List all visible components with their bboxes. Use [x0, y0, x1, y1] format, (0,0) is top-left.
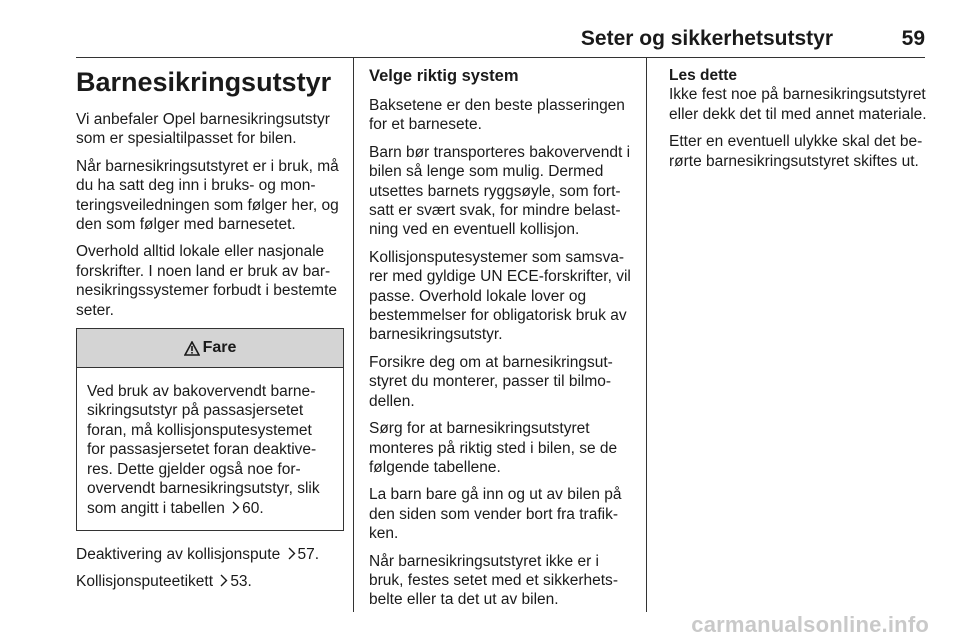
paragraph: Når barnesikringsutstyret ikke er i bruk, festes setet med et sikkerhetsbelte eller ta det ut av bilen. [369, 552, 618, 609]
paragraph: La barn bare gå inn og ut av bilen på den siden som vender bort fra trafikken. [369, 486, 622, 543]
danger-box [76, 328, 344, 531]
column-divider-1 [353, 58, 354, 612]
section-heading: Velge riktig system [369, 67, 519, 85]
paragraph: Når barnesikringsutstyret er i bruk, må du ha satt deg inn i bruks- og monteringsveiledningen som følger her, og den som følger med barnesetet. [76, 157, 339, 234]
section-title: Seter og sikkerhetsutstyr [580, 27, 833, 50]
danger-box-header [77, 329, 343, 368]
paragraph: Baksetene er den beste plasseringen for et barnesete. [369, 97, 625, 134]
paragraph: Overhold alltid lokale eller nasjonale forskrifter. I noen land er bruk av barnesikringssystemer forbudt i bestemte seter. [76, 243, 338, 319]
column-right [669, 66, 931, 179]
watermark: carmanualsonline.info [691, 612, 929, 637]
note-heading: Les dette [669, 67, 738, 84]
danger-text: Ved bruk av bakovervendt barnesikringsutstyr på passasjersetet foran, må kollisjonsputesystemet for passasjersetet foran deaktiveres. Dette gjelder også noe forovervendt barnesikringsutstyr, slik som angitt i tabellen [87, 383, 320, 517]
cross-reference[interactable] [76, 572, 344, 591]
page-header [76, 26, 925, 58]
paragraph: Kollisjonsputesystemer som samsvarer med gyldige UN ECE-forskrifter, vil passe. Overhold lokale lover og bestemmelser for obligatorisk bruk av barnesikringsutstyr. [369, 248, 631, 344]
danger-box-body [77, 368, 343, 530]
warning-triangle-icon [184, 341, 200, 356]
danger-ref[interactable]: 60. [242, 499, 264, 517]
page-reference-arrow-icon [219, 574, 228, 587]
paragraph: Sørg for at barnesikringsutstyret monteres på riktig sted i bilen, se de følgende tabellene. [369, 420, 618, 476]
cross-reference-text: Kollisjonsputeetikett [76, 573, 213, 591]
page-reference-arrow-icon [287, 547, 296, 560]
page-number: 59 [901, 27, 925, 50]
cross-reference-page[interactable]: 57. [297, 545, 320, 563]
danger-label: Fare [202, 339, 237, 357]
page-reference-arrow-icon [231, 501, 240, 514]
paragraph: Barn bør transporteres bakovervendt i bilen så lenge som mulig. Dermed utsettes barnets ryggsøyle, som fortsatt er svært svak, for mindre belastning ved en eventuell kollisjon. [369, 143, 631, 239]
cross-reference-page[interactable]: 53. [230, 573, 252, 591]
paragraph: Vi anbefaler Opel barnesikringsutstyr som er spesialtilpasset for bilen. [76, 111, 330, 148]
column-divider-2 [646, 58, 647, 612]
page-heading: Barnesikringsutstyr [76, 67, 332, 97]
paragraph: Forsikre deg om at barnesikringsutstyret du monterer, passer til bilmodellen. [369, 353, 613, 410]
paragraph: Ikke fest noe på barnesikringsutstyret eller dekk det til med annet materiale. [669, 86, 927, 123]
cross-reference-text: Deaktivering av kollisjonspute [76, 545, 281, 563]
cross-reference[interactable] [76, 545, 344, 564]
column-left [76, 58, 344, 600]
paragraph: Etter en eventuell ulykke skal det berørte barnesikringsutstyret skiftes ut. [669, 133, 923, 170]
column-middle [369, 66, 634, 618]
